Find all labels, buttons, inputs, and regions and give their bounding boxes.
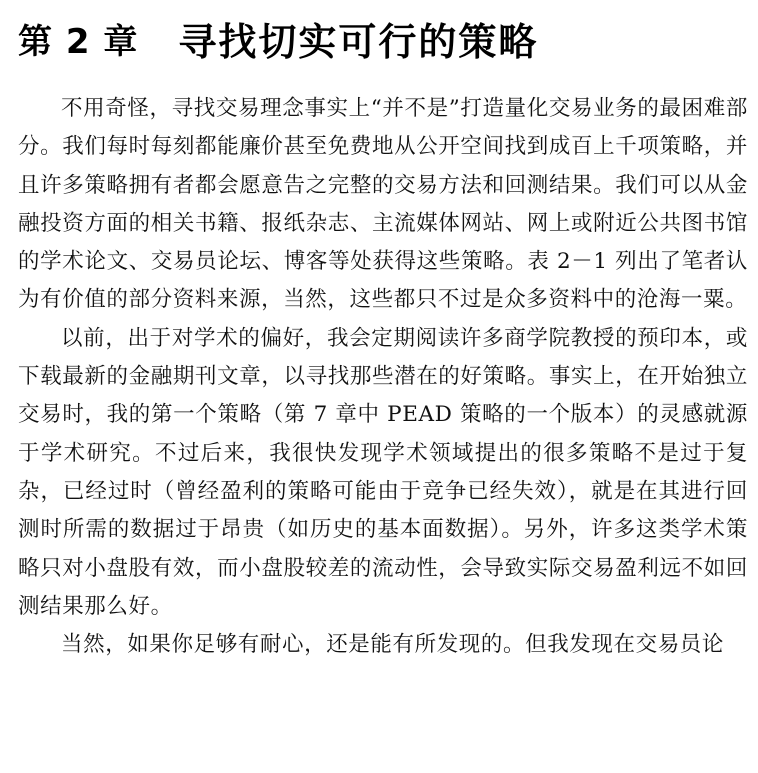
body-text <box>18 90 748 664</box>
paragraph: 以前，出于对学术的偏好，我会定期阅读许多商学院教授的预印本，或下载最新的金融期刊文章，以寻找那些潜在的好策略。事实上，在开始独立交易时，我的第一个策略（第 7 章中 PEAD 策略的一个版本）的灵感就源于学术研究。不过后来，我很快发现学术领域提出的很多策略不是过于复杂，已经过时（曾经盈利的策略可能由于竞争已经失效），就是在其进行回测时所需的数据过于昂贵（如历史的基本面数据）。另外，许多这类学术策略只对小盘股有效，而小盘股较差的流动性，会导致实际交易盈利远不如回测结果那么好。 <box>18 325 748 619</box>
chapter-heading <box>18 12 538 64</box>
paragraph: 当然，如果你足够有耐心，还是能有所发现的。但我发现在交易员论 <box>61 632 725 658</box>
chapter-title: 寻找切实可行的策略 <box>178 19 539 64</box>
chapter-number: 第 2 章 <box>18 21 139 62</box>
paragraph: 不用奇怪，寻找交易理念事实上“并不是”打造量化交易业务的最困难部分。我们每时每刻都能廉价甚至免费地从公开空间找到成百上千项策略，并且许多策略拥有者都会愿意告之完整的交易方法和回测结果。我们可以从金融投资方面的相关书籍、报纸杂志、主流媒体网站、网上或附近公共图书馆的学术论文、交易员论坛、博客等处获得这些策略。表 2－1 列出了笔者认为有价值的部分资料来源，当然，这些都只不过是众多资料中的沧海一粟。 <box>18 96 748 313</box>
